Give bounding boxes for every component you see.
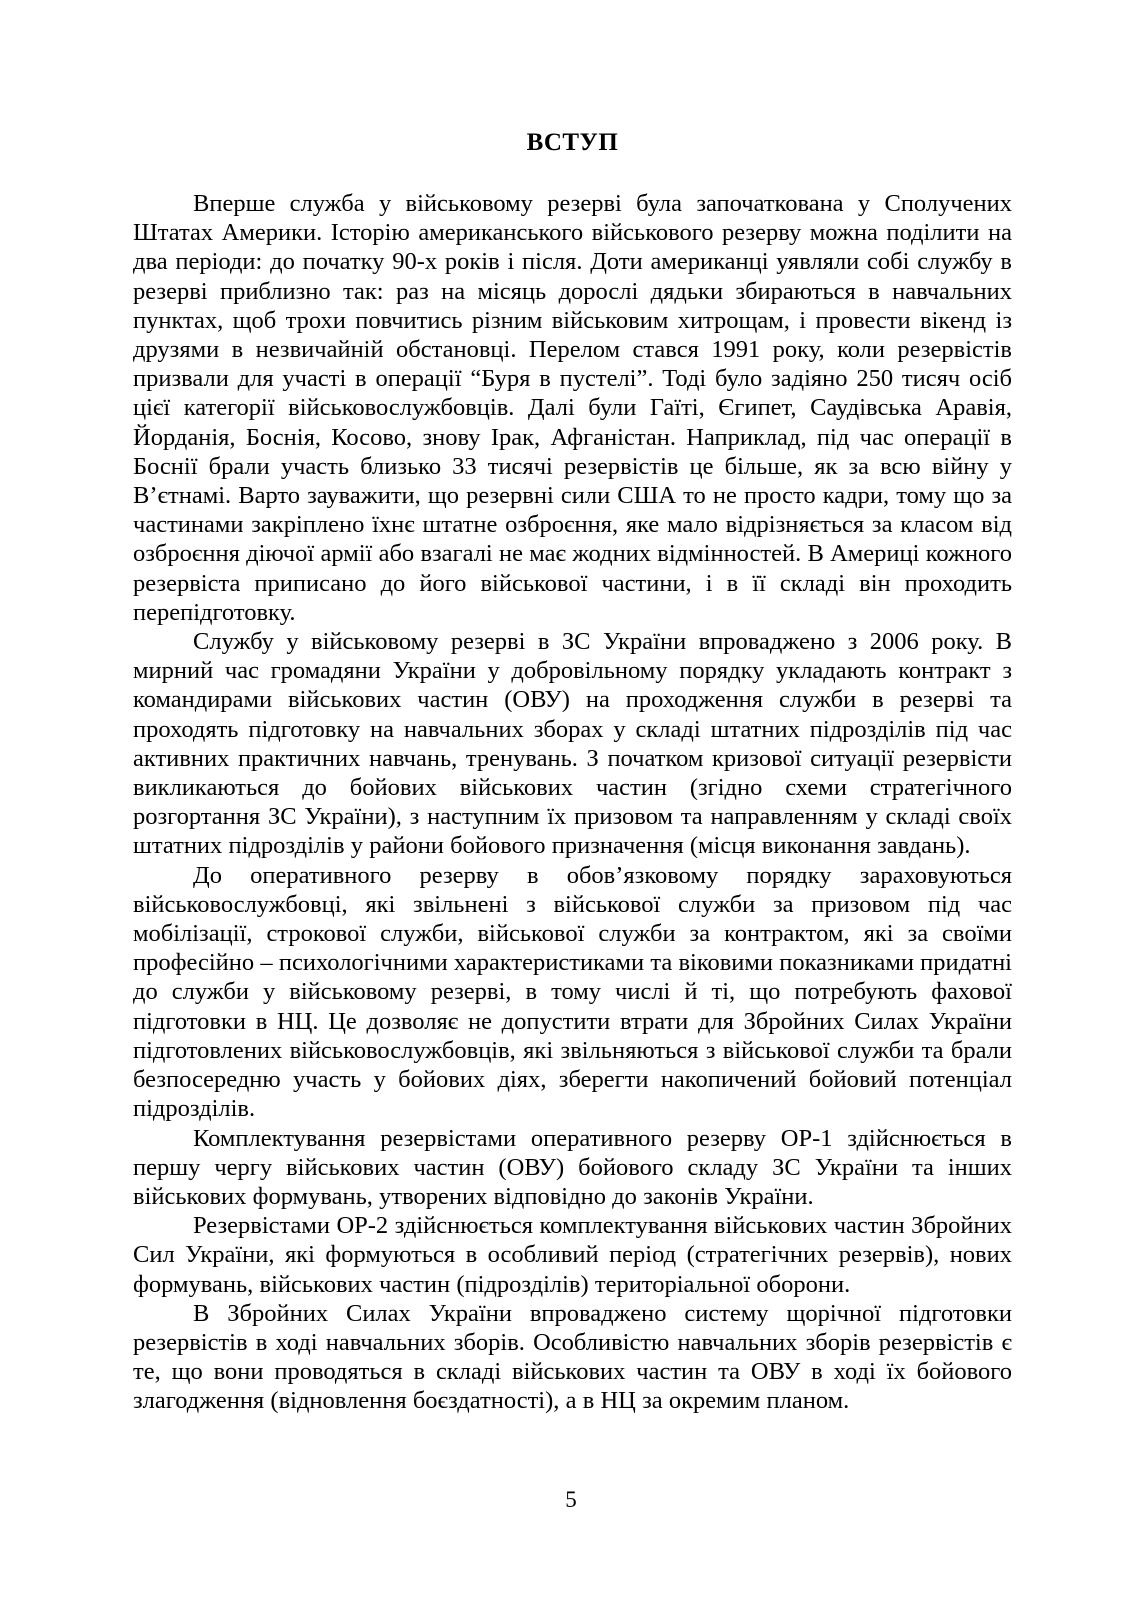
page-title: ВСТУП [526,129,619,156]
paragraph-4: Комплектування резервістами оперативного резерву ОР-1 здійснюється в першу чергу військових частин (ОВУ) бойового складу ЗС України та інших військових формувань, утворених відповідно до законів України. [133,1124,1012,1210]
page-number: 5 [565,1487,577,1512]
page-content [133,128,1012,1416]
body-text [133,189,1012,1416]
paragraph-5: Резервістами ОР-2 здійснюється комплектування військових частин Збройних Сил України, які формуються в особливий період (стратегічних резервів), нових формувань, військових частин (підрозділів) територіальної оборони. [133,1212,1012,1298]
paragraph-6: В Збройних Силах України впроваджено систему щорічної підготовки резервістів в ході навчальних зборів. Особливістю навчальних зборів резервістів є те, що вони проводяться в складі військових частин та ОВУ в ході їх бойового злагодження (відновлення боєздатності), а в НЦ за окремим планом. [133,1299,1012,1415]
paragraph-1: Вперше служба у військовому резерві була започаткована у Сполучених Штатах Америки. Історію американського військового резерву можна поділити на два періоди: до початку 90-х років і після. Доти американці уявляли собі службу в резерві приблизно так: раз на місяць дорослі дядьки збираються в навчальних пунктах, щоб трохи повчитись різним військовим хитрощам, і провести вікенд із друзями в незвичайній обстановці. Перелом стався 1991 року, коли резервістів призвали для участі в операції “Буря в пустелі”. Тоді було задіяно 250 тисяч осіб цієї категорії військовослужбовців. Далі були Гаїті, Єгипет, Саудівська Аравія, Йорданія, Боснія, Косово, знову Ірак, Афганістан. Наприклад, під час операції в Боснії брали участь близько 33 тисячі резервістів це більше, як за всю війну у В’єтнамі. Варто зауважити, що резервні сили США то не просто кадри, тому що за частинами закріплено їхнє штатне озброєння, яке мало відрізняється за класом від озброєння діючої армії або взагалі не має жодних відмінностей. В Америці кожного резервіста приписано до його військової частини, і в її складі він проходить перепідготовку. [133,190,1012,626]
paragraph-2: Службу у військовому резерві в ЗС України впроваджено з 2006 року. В мирний час громадяни України у добровільному порядку укладають контракт з командирами військових частин (ОВУ) на проходження служби в резерві та проходять підготовку на навчальних зборах у складі штатних підрозділів під час активних практичних навчань, тренувань. З початком кризової ситуації резервісти викликаються до бойових військових частин (згідно схеми стратегічного розгортання ЗС України), з наступним їх призовом та направленням у складі своїх штатних підрозділів у райони бойового призначення (місця виконання завдань). [133,628,1012,860]
paragraph-3: До оперативного резерву в обов’язковому порядку зараховуються військовослужбовці, які звільнені з військової служби за призовом під час мобілізації, строкової служби, військової служби за контрактом, які за своїми професійно – психологічними характеристиками та віковими показниками придатні до служби у військовому резерві, в тому числі й ті, що потребують фахової підготовки в НЦ. Це дозволяє не допустити втрати для Збройних Силах України підготовлених військовослужбовців, які звільняються з військової служби та брали безпосередню участь у бойових діях, зберегти накопичений бойовий потенціал підрозділів. [133,861,1012,1123]
